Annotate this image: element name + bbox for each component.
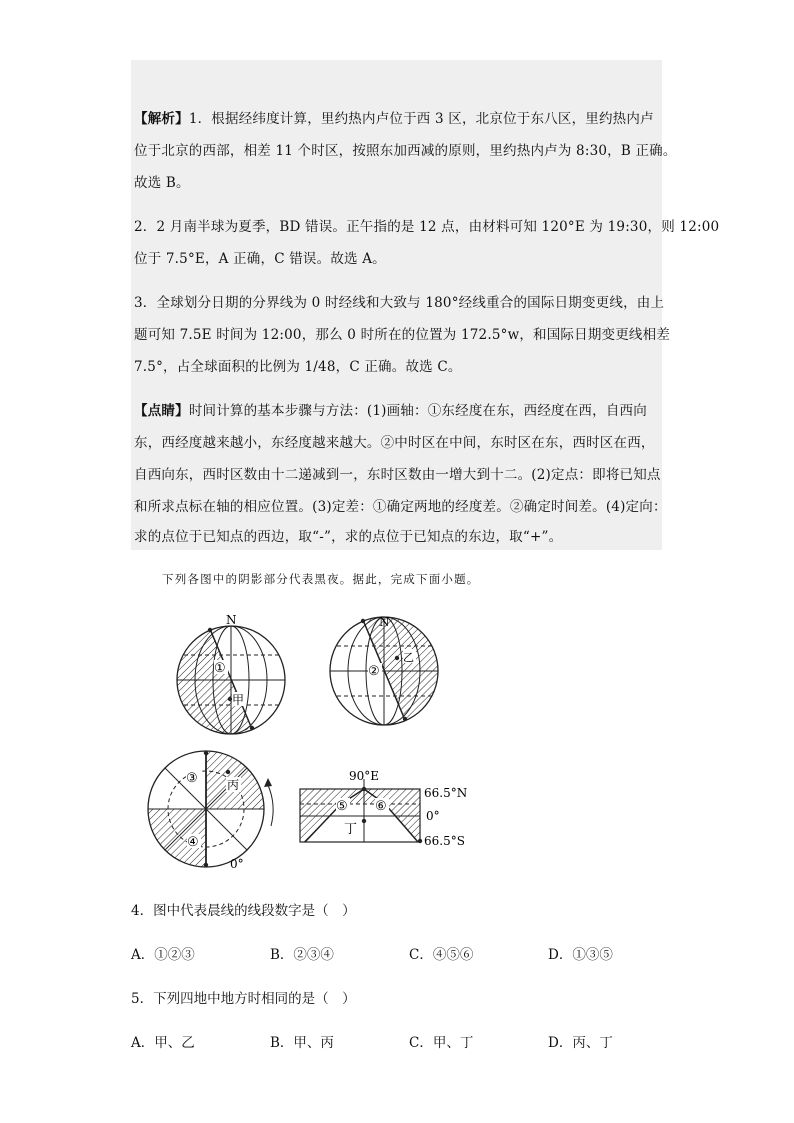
tip-line-3: 自西向东，西时区数由十二递减到一，东时区数由一增大到十二。(2)定点：即将已知点 — [134, 467, 661, 483]
analysis-line-2: 位于北京的西部，相差 11 个时区，按照东加西减的原则，里约热内卢为 8:30，B 正确。 — [134, 143, 677, 159]
q4-option-a[interactable]: A．①②③ — [131, 947, 195, 963]
globe-3 — [148, 751, 273, 871]
globe-1 — [177, 613, 285, 734]
label-5: ⑤ — [336, 799, 348, 814]
label-90e: 90°E — [349, 769, 380, 783]
analysis-line-3: 故选 B。 — [134, 175, 190, 191]
analysis-line-1: 【解析】1．根据经纬度计算，里约热内卢位于西 3 区，北京位于东八区，里约热内卢 — [134, 111, 654, 127]
analysis-line-6: 3．全球划分日期的分界线为 0 时经线和大致与 180°经线重合的国际日期变更线，由上 — [134, 295, 665, 311]
q4-option-c[interactable]: C．④⑤⑥ — [409, 947, 474, 963]
label-1: ① — [214, 661, 226, 676]
map-rect — [300, 769, 467, 848]
question-5-stem: 5．下列四地中地方时相同的是（ ） — [131, 991, 356, 1007]
analysis-line-4: 2．2 月南半球为夏季，BD 错误。正午指的是 12 点，由材料可知 120°E 为 19:30，则 12:00 — [134, 219, 720, 235]
q5-option-c[interactable]: C．甲、丁 — [409, 1035, 474, 1051]
q5-option-a[interactable]: A．甲、乙 — [131, 1035, 195, 1051]
analysis-line-8: 7.5°，占全球面积的比例为 1/48，C 正确。故选 C。 — [134, 359, 462, 375]
label-bing: 丙 — [227, 778, 240, 792]
tip-line-1: 【点睛】时间计算的基本步骤与方法：(1)画轴：①东经度在东，西经度在西，自西向 — [134, 403, 647, 419]
globe-2-north-label: N — [379, 615, 390, 629]
label-3: ③ — [186, 771, 198, 786]
analysis-line-5: 位于 7.5°E，A 正确，C 错误。故选 A。 — [134, 251, 386, 267]
label-4: ④ — [187, 835, 199, 850]
label-yi: 乙 — [403, 651, 414, 664]
label-jia: 甲 — [232, 693, 245, 707]
question-4-stem: 4．图中代表晨线的线段数字是（ ） — [131, 903, 356, 919]
label-665s: 66.5°S — [424, 834, 465, 848]
q5-option-d[interactable]: D．丙、丁 — [548, 1035, 613, 1051]
dianjing-tag: 【点睛】 — [134, 403, 189, 419]
label-2: ② — [368, 664, 380, 679]
label-6: ⑥ — [375, 799, 387, 814]
jiexi-tag: 【解析】 — [134, 111, 189, 127]
globe-1-north-label: N — [226, 613, 237, 627]
label-zero-meridian: 0° — [230, 857, 244, 871]
analysis-line-7: 题可知 7.5E 时间为 12:00，那么 0 时所在的位置为 172.5°w，和国际日期变更线相差 — [134, 327, 671, 343]
q4-option-d[interactable]: D．①③⑤ — [548, 947, 613, 963]
tip-line-2: 东，西经度越来越小，东经度越来越大。②中时区在中间，东时区在东，西时区在西， — [134, 435, 655, 451]
label-665n: 66.5°N — [424, 786, 468, 800]
label-ding: 丁 — [344, 822, 358, 837]
question-intro: 下列各图中的阴影部分代表黑夜。据此，完成下面小题。 — [162, 572, 480, 586]
tip-line-4: 和所求点标在轴的相应位置。(3)定差：①确定两地的经度差。②确定时间差。(4)定向： — [134, 499, 667, 515]
globe-2 — [330, 615, 438, 725]
q5-option-b[interactable]: B．甲、丙 — [270, 1035, 334, 1051]
q4-option-b[interactable]: B．②③④ — [270, 947, 334, 963]
label-equator: 0° — [426, 809, 440, 823]
tip-line-5: 求的点位于已知点的西边，取“-”，求的点位于已知点的东边，取“+”。 — [134, 529, 563, 545]
